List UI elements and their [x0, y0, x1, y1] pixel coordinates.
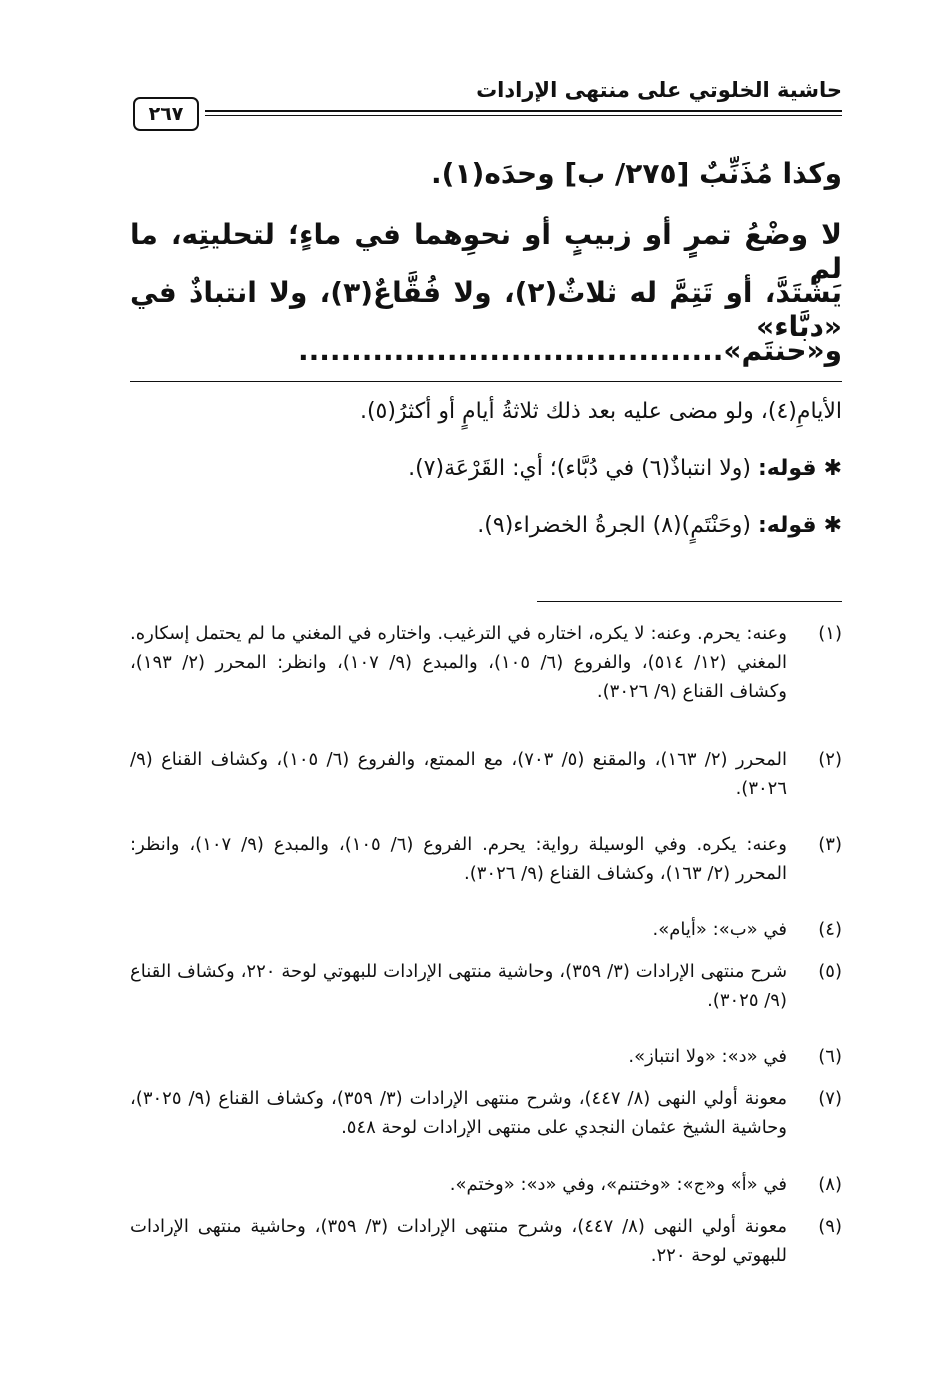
commentary-line: الأيامِ(٤)، ولو مضى عليه بعد ذلك ثلاثةُ أيامٍ أو أكثرُ(٥).: [359, 399, 842, 424]
commentary-text: (ولا انتباذٌ(٦) في دُبَّاء)؛ أي: القَرْعَة(٧).: [408, 456, 751, 481]
footnote-number: (٧): [818, 1088, 842, 1109]
footnote-number: (١): [818, 623, 842, 644]
footnote-number: (٩): [818, 1216, 842, 1237]
main-text-line: وكذا مُذَنِّبٌ [٢٧٥/ ب] وحدَه(١).: [431, 157, 842, 190]
footnote-text: في «ب»: «أيام».: [652, 919, 787, 940]
footnote-text: وعنه: يكره. وفي الوسيلة رواية: يحرم. الفروع (٦/ ١٠٥)، والمبدع (٩/ ١٠٧)، وانظر: المحرر (٢/ ١٦٣)، وكشاف القناع (٩/ ٣٠٢٦).: [130, 834, 787, 884]
header-rule: [205, 110, 842, 112]
main-text-line: يَشْتَدَّ، أو تَتِمَّ له ثلاثٌ(٢)، ولا فُقَّاعٌ(٣)، ولا انتباذٌ في «دبَّاء»: [130, 276, 843, 343]
footnote-text: شرح منتهى الإرادات (٣/ ٣٥٩)، وحاشية منتهى الإرادات للبهوتي لوحة ٢٢٠، وكشاف القناع (٩/ ٣٠٢٥).: [130, 961, 788, 1011]
footnote-text: معونة أولي النهى (٨/ ٤٤٧)، وشرح منتهى الإرادات (٣/ ٣٥٩)، وكشاف القناع (٩/ ٣٠٢٥)، وحاشية الشيخ عثمان النجدي على منتهى الإرادات لوحة ٥٤٨.: [130, 1088, 788, 1138]
footnote: [130, 916, 842, 945]
footnote-text: المحرر (٢/ ١٦٣)، والمقنع (٥/ ٧٠٣)، مع الممتع، والفروع (٦/ ١٠٥)، وكشاف القناع (٩/ ٣٠٢٦).: [130, 749, 787, 799]
footnote: [130, 831, 842, 889]
footnote: [130, 1171, 842, 1200]
footnote-number: (٨): [818, 1174, 842, 1195]
footnote: [130, 746, 842, 804]
commentary-label: قوله:: [757, 513, 817, 538]
main-text-line: لا وضْعُ تمرٍ أو زبيبٍ أو نحوِهما في ماءٍ؛ لتحليتِه، ما لم: [130, 218, 842, 285]
main-text-line: و«حنتَمٍ»........................................: [297, 334, 842, 367]
footnote-text: في «د»: «ولا انتباز».: [628, 1046, 787, 1067]
footnote-text: في «أ» و«ج»: «وختنم»، وفي «د»: «وختم».: [449, 1174, 787, 1195]
footnote-number: (٥): [818, 961, 842, 982]
footnote-text: معونة أولي النهى (٨/ ٤٤٧)، وشرح منتهى الإرادات (٣/ ٣٥٩)، وحاشية منتهى الإرادات للبهوتي لوحة ٢٢٠.: [130, 1216, 787, 1266]
footnote-number: (٢): [818, 749, 842, 770]
running-title: حاشية الخلوتي على منتهى الإرادات: [476, 78, 842, 102]
footnote-text: وعنه: يحرم. وعنه: لا يكره، اختاره في الترغيب. واختاره في المغني ما لم يحتمل إسكاره. المغني (١٢/ ٥١٤)، والفروع (٦/ ١٠٥)، والمبدع (٩/ ١٠٧)، وانظر: المحرر (٢/ ١٩٣)، وكشاف القناع (٩/ ٣٠٢٦).: [130, 623, 787, 702]
footnote-number: (٦): [818, 1046, 842, 1067]
star-bullet-icon: ✱: [823, 513, 842, 538]
footnote: [130, 958, 842, 1016]
commentary-entry: [408, 455, 842, 484]
footnote: [130, 620, 842, 706]
commentary-text: (وحَنْتَمٍ)(٨) الجرةُ الخضراء(٩).: [477, 513, 751, 538]
footnote-number: (٣): [818, 834, 842, 855]
footnote: [130, 1043, 842, 1072]
page-number: ٢٦٧: [133, 97, 199, 131]
commentary-label: قوله:: [757, 456, 817, 481]
footnote: [130, 1085, 842, 1143]
star-bullet-icon: ✱: [823, 456, 842, 481]
footnote: [130, 1213, 842, 1271]
footnote-number: (٤): [818, 919, 842, 940]
main-text-separator: [130, 381, 842, 382]
commentary-entry: [477, 512, 842, 541]
header-rule-thin: [205, 115, 842, 116]
footnote-separator: [537, 601, 842, 602]
